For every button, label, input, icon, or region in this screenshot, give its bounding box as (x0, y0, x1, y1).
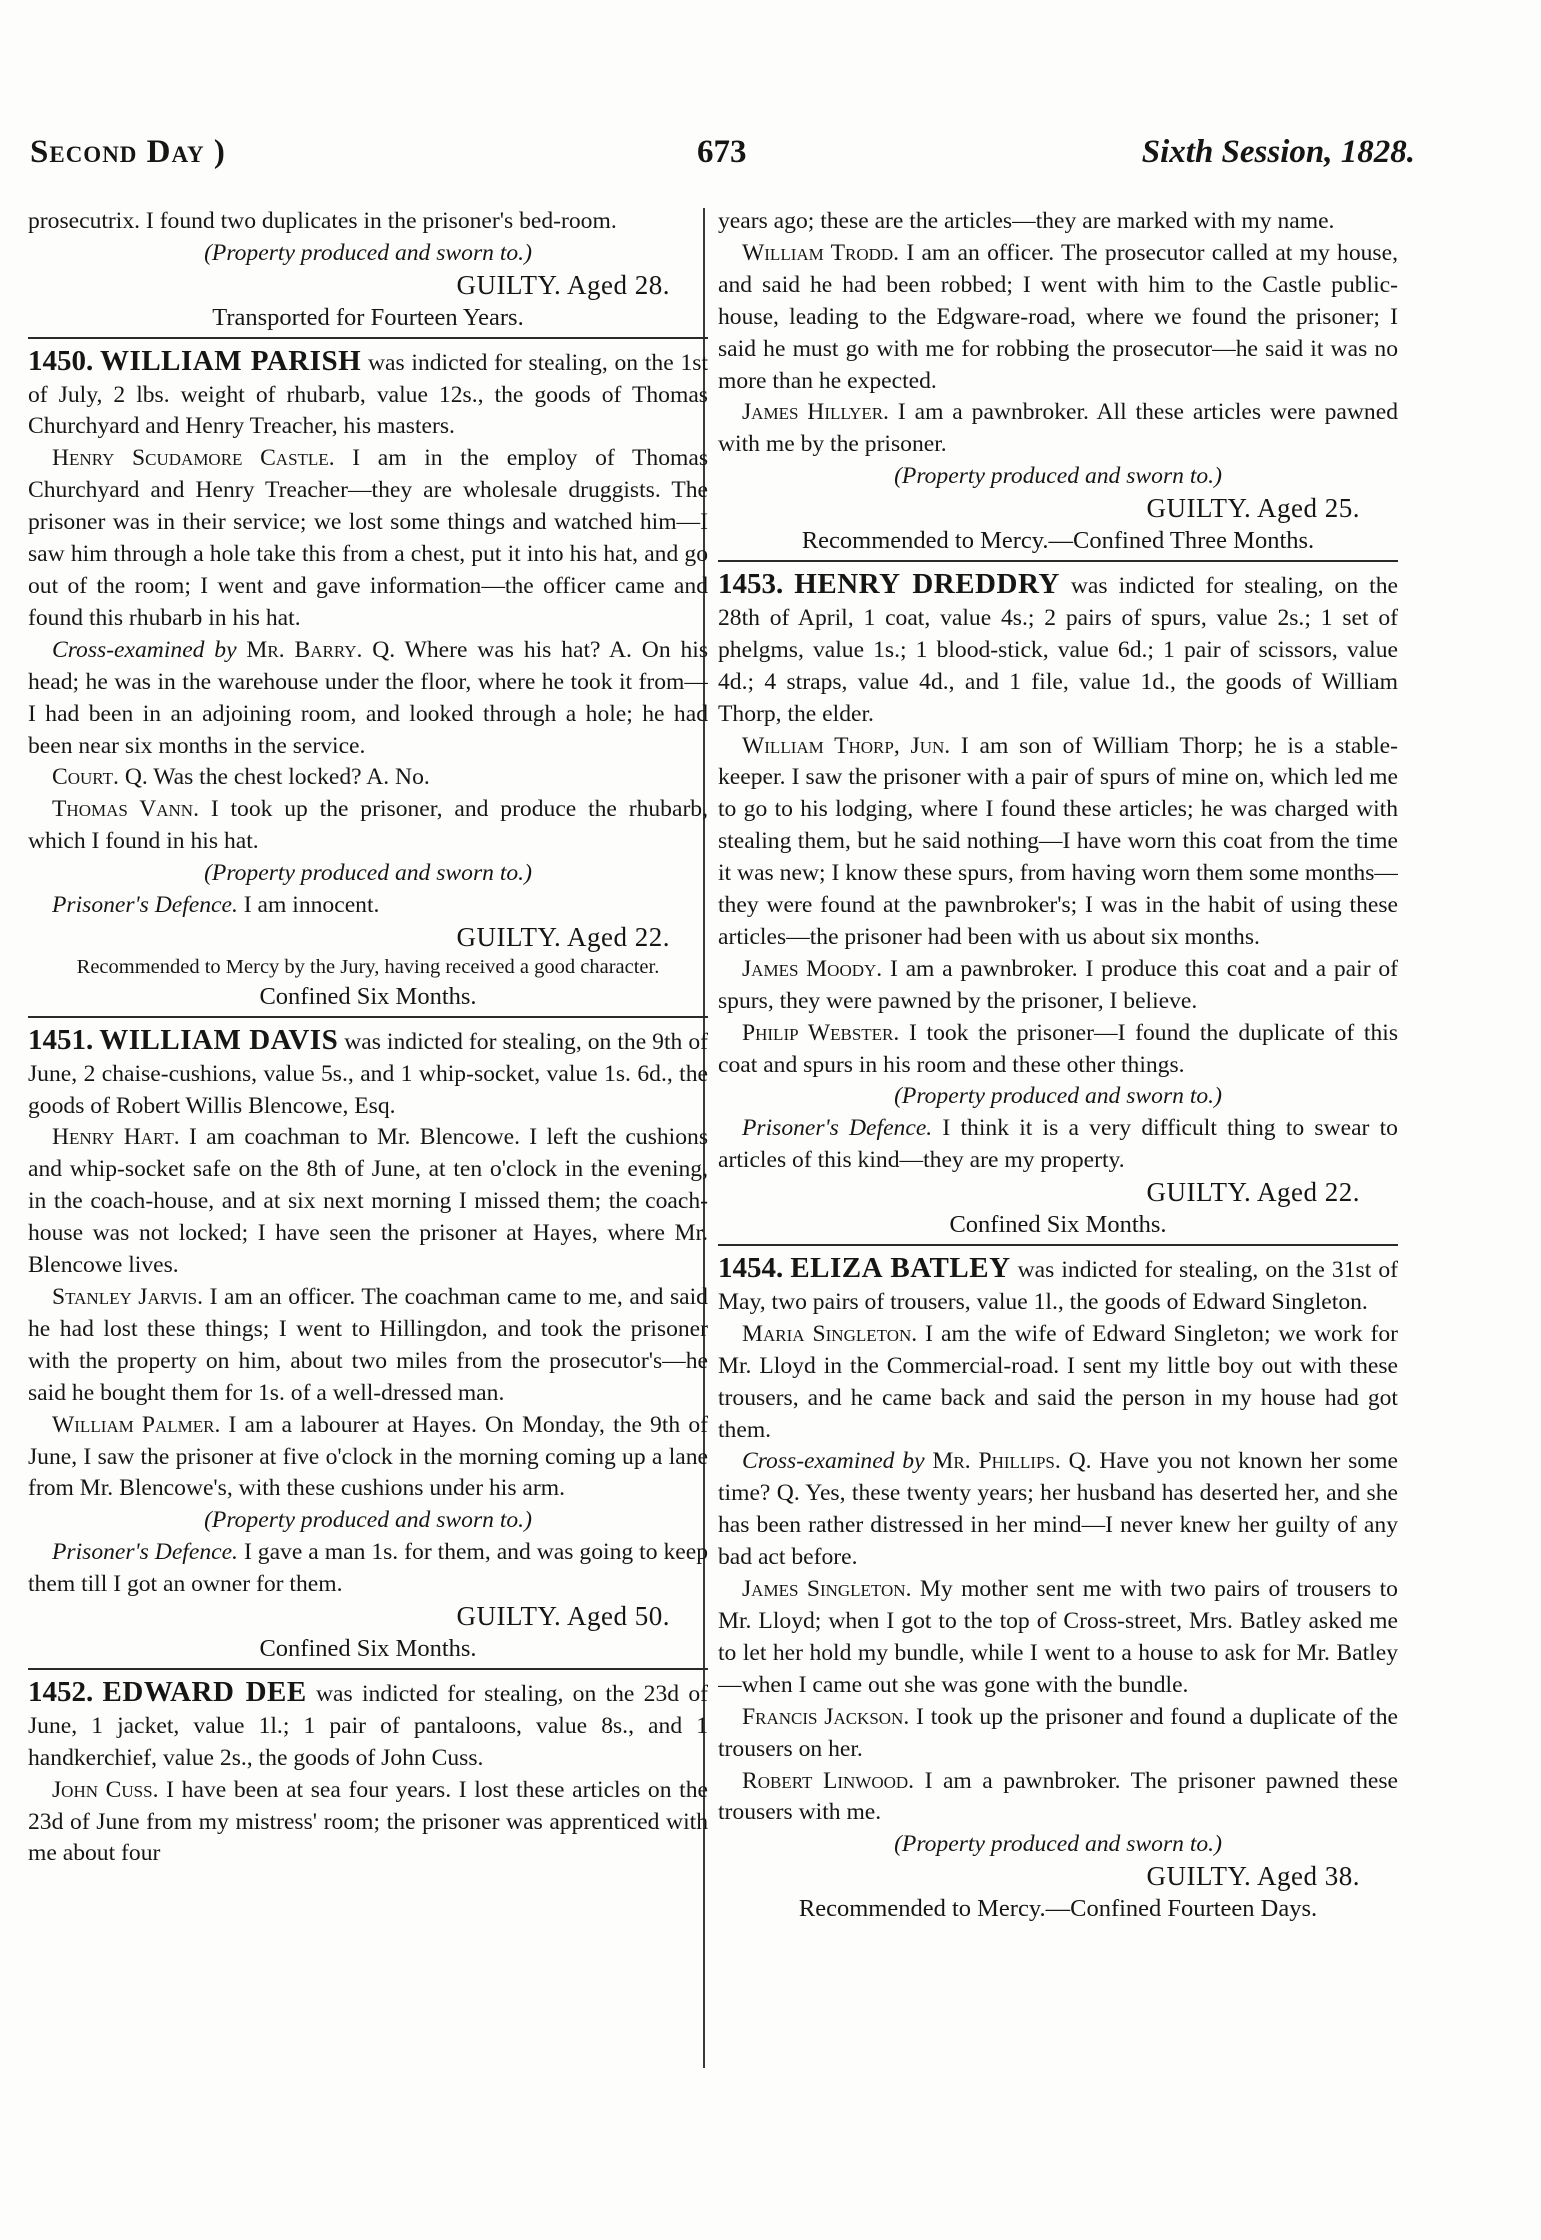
property-produced: (Property produced and sworn to.) (894, 1831, 1222, 1858)
testimony-text: I am coachman to Mr. Blencowe. I left the cushions and whip-socket safe on the 8th of June, at ten o'clock in the evening, in the coach-house, and at six next morning I missed them; the coach-house was not locked; I have seen the prisoner at Hayes, where Mr. Blencowe lives. (28, 1124, 708, 1279)
witness-testimony (28, 1122, 708, 1282)
indictment-text: was indicted for stealing, on the 31st of May, two pairs of trousers, value 1l., the goods of Edward Singleton. (718, 1257, 1398, 1315)
case-indictment (28, 1025, 708, 1123)
testimony-text: I am son of William Thorp; he is a stable-keeper. I saw the prisoner with a pair of spurs of mine on, which led me to go to his lodging, where I found these articles; he was charged with stealing them, but he said nothing—I have worn this coat from the time it was new; I know these spurs, from having worn them some months—they were found at the pawnbroker's; I was in the habit of using these articles—the prisoner had been with us about six months. (718, 732, 1398, 950)
testimony-text: I am an officer. The coachman came to me, and said he had lost these things; I went to Hillingdon, and took the prisoner with the property on him, about two miles from the prosecutor's—he said he bought them for 1s. of a well-dressed man. (28, 1284, 708, 1406)
witness-testimony (718, 1319, 1398, 1447)
property-produced: (Property produced and sworn to.) (204, 239, 532, 266)
witness-name: John Cuss. (52, 1776, 159, 1803)
testimony-text: I am the wife of Edward Singleton; we work for Mr. Lloyd in the Commercial-road. I sent my little boy out with these trousers, and he came back and said the person in my house had got them. (718, 1320, 1398, 1443)
continued-text: prosecutrix. I found two duplicates in the prisoner's bed-room. (28, 208, 617, 234)
verdict: GUILTY. Aged 28. (456, 269, 670, 300)
testimony-text: I am in the employ of Thomas Churchyard and Henry Treacher—they are wholesale druggists. The prisoner was in their service; we lost some things and watched him—I saw him through a hole take this from a chest, put it into his hat, and go out of the room; I went and gave information—the officer came and found this rhubarb in his hat. (28, 445, 708, 631)
testimony-text: My mother sent me with two pairs of trousers to Mr. Lloyd; when I got to the top of Cross-street, Mrs. Batley asked me to let her hold my bundle, while I went to a house to ask for Mr. Batley—when I came out she was gone with the bundle. (718, 1576, 1398, 1698)
indictment-text: was indicted for stealing, on the 23d of June, 1 jacket, value 1l.; 1 pair of pantaloons, value 8s., and 1 handkerchief, value 2s., the goods of John Cuss. (28, 1680, 708, 1771)
case-separator (718, 1244, 1398, 1246)
case-1451 (28, 1025, 708, 1665)
witness-testimony (28, 794, 708, 858)
page-number: 673 (697, 134, 747, 170)
prisoner-name: ELIZA BATLEY (790, 1252, 1011, 1284)
witness-name: Thomas Vann. (52, 796, 199, 823)
case-number: 1450. (28, 344, 94, 377)
witness-testimony (28, 1282, 708, 1410)
defence-text: I think it is a very difficult thing to swear to articles of this kind—they are my property. (718, 1115, 1398, 1174)
left-column (28, 206, 708, 2206)
witness-name: James Hillyer. (742, 399, 889, 426)
witness-testimony (28, 443, 708, 634)
witness-name: William Palmer. (52, 1411, 221, 1438)
case-number: 1453. (718, 567, 784, 600)
defence-label: Prisoner's Defence. (52, 892, 238, 919)
property-produced: (Property produced and sworn to.) (894, 463, 1222, 490)
testimony-text: I am a pawnbroker. All these articles were pawned with me by the prisoner. (718, 399, 1398, 458)
verdict: GUILTY. Aged 22. (1146, 1177, 1360, 1208)
witness-testimony (28, 1775, 708, 1871)
witness-name: James Singleton. (742, 1576, 912, 1603)
court-text: Q. Was the chest locked? A. No. (124, 764, 430, 791)
prisoner-name: WILLIAM PARISH (100, 344, 362, 377)
testimony-text: I am an officer. The prosecutor called at my house, and said he had been robbed; I went with him to the Castle public-house, leading to the Edgware-road, where we found the prisoner; I said he must go with me for robbing the prosecutor—he said it was no more than he expected. (718, 239, 1398, 394)
defence-text: I am innocent. (243, 892, 380, 919)
defence-label: Prisoner's Defence. (742, 1115, 933, 1142)
sentence: Transported for Fourteen Years. (212, 303, 524, 331)
cross-label: Cross-examined by (52, 636, 237, 663)
recommendation: Recommended to Mercy by the Jury, having received a good character. (76, 955, 660, 978)
case-separator (28, 1016, 708, 1018)
testimony-text: I took up the prisoner, and produce the rhubarb, which I found in his hat. (28, 796, 708, 855)
case-indictment (28, 1677, 708, 1775)
witness-testimony (718, 954, 1398, 1018)
witness-name: William Trodd. (742, 239, 900, 266)
witness-name: Stanley Jarvis. (52, 1284, 204, 1310)
indictment-text: was indicted for stealing, on the 1st of July, 2 lbs. weight of rhubarb, value 12s., the goods of Thomas Churchyard and Henry Treacher, his masters. (28, 349, 708, 440)
sentence: Confined Six Months. (259, 1634, 477, 1662)
indictment-text: was indicted for stealing, on the 28th of April, 1 coat, value 4s.; 2 pairs of spurs, value 2s.; 1 set of phelgms, value 1s.; 1 blood-stick, value 6d.; 1 pair of scissors, value 4d.; 4 straps, value 4d., and 1 file, value 1d., the goods of William Thorp, the elder. (718, 572, 1398, 727)
defence-label: Prisoner's Defence. (52, 1539, 238, 1566)
property-produced: (Property produced and sworn to.) (894, 1083, 1222, 1110)
prisoner-name: WILLIAM DAVIS (99, 1023, 339, 1056)
verdict: GUILTY. Aged 22. (456, 921, 670, 952)
prisoner-defence (28, 890, 708, 922)
cross-label: Cross-examined by (742, 1448, 925, 1475)
witness-name: Francis Jackson. (742, 1703, 910, 1730)
testimony-text: I have been at sea four years. I lost these articles on the 23d of June from my mistress' room; the prisoner was apprenticed with me about four (28, 1776, 708, 1867)
testimony-text: I am a pawnbroker. The prisoner pawned these trousers with me. (718, 1767, 1398, 1826)
witness-testimony (718, 238, 1398, 398)
witness-name: Philip Webster. (742, 1019, 900, 1046)
witness-testimony (718, 1574, 1398, 1702)
continued-text: years ago; these are the articles—they are marked with my name. (718, 208, 1335, 234)
prisoner-defence (28, 1537, 708, 1601)
witness-testimony (718, 1018, 1398, 1082)
testimony-text: I took up the prisoner and found a duplicate of the trousers on her. (718, 1703, 1398, 1762)
testimony-text: I am a pawnbroker. I produce this coat and a pair of spurs, they were pawned by the prisoner, I believe. (718, 955, 1398, 1014)
court-question (28, 762, 708, 794)
verdict: GUILTY. Aged 50. (456, 1601, 670, 1632)
case-1453 (718, 569, 1398, 1241)
cross-examination (718, 1446, 1398, 1574)
case-1450 (28, 346, 708, 1013)
sentence: Confined Six Months. (949, 1211, 1167, 1239)
property-produced: (Property produced and sworn to.) (204, 860, 532, 887)
case-separator (718, 560, 1398, 562)
court-label: Court. (52, 764, 119, 791)
case-indictment (28, 346, 708, 444)
verdict: GUILTY. Aged 25. (1146, 493, 1360, 524)
witness-name: James Moody. (742, 955, 883, 982)
case-separator (28, 337, 708, 339)
verdict: GUILTY. Aged 38. (1146, 1861, 1360, 1892)
witness-testimony (28, 1410, 708, 1506)
case-indictment (718, 569, 1398, 731)
case-1452 (28, 1677, 708, 1870)
witness-name: Henry Hart. (52, 1124, 180, 1151)
case-number: 1454. (718, 1252, 784, 1284)
case-1454 (718, 1253, 1398, 1925)
cross-text: Q. Have you not known her some time? Q. Yes, these twenty years; her husband has deserted her, and she has been rather distressed in her mind—I never knew her guilty of any bad act before. (718, 1448, 1398, 1571)
property-produced: (Property produced and sworn to.) (204, 1507, 532, 1534)
header-day: Second Day ) (30, 134, 226, 170)
sentence: Recommended to Mercy.—Confined Three Months. (801, 527, 1315, 555)
witness-testimony (718, 731, 1398, 954)
prisoner-name: HENRY DREDDRY (794, 567, 1060, 600)
witness-testimony (718, 1766, 1398, 1830)
cross-text: Q. Where was his hat? A. On his head; he was in the warehouse under the floor, where he took it from—I had been in an adjoining room, and looked through a hole; he had been near six months in the service. (28, 636, 708, 759)
right-column (718, 206, 1398, 2206)
case-separator (28, 1668, 708, 1670)
witness-name: Henry Scudamore Castle. (52, 445, 335, 472)
counsel-name: Mr. Phillips. (932, 1448, 1061, 1475)
header-session: Sixth Session, 1828. (1141, 134, 1415, 170)
sentence: Confined Six Months. (259, 982, 477, 1010)
defence-text: I gave a man 1s. for them, and was going to keep them till I got an owner for them. (28, 1539, 708, 1598)
witness-testimony (718, 397, 1398, 461)
case-number: 1451. (28, 1023, 94, 1056)
running-header (30, 134, 1415, 194)
indictment-text: was indicted for stealing, on the 9th of June, 2 chaise-cushions, value 5s., and 1 whip-socket, value 1s. 6d., the goods of Robert Willis Blencowe, Esq. (28, 1028, 708, 1119)
witness-testimony (718, 1702, 1398, 1766)
testimony-text: I am a labourer at Hayes. On Monday, the 9th of June, I saw the prisoner at five o'clock in the morning coming up a lane from Mr. Blencowe's, with these cushions under his arm. (28, 1411, 708, 1502)
testimony-text: I took the prisoner—I found the duplicate of this coat and spurs in his room and these other things. (718, 1019, 1398, 1078)
counsel-name: Mr. Barry. (246, 636, 363, 663)
case-number: 1452. (28, 1675, 94, 1708)
cross-examination (28, 635, 708, 763)
prisoner-defence (718, 1113, 1398, 1177)
prisoner-name: EDWARD DEE (102, 1675, 307, 1708)
witness-name: William Thorp, Jun. (742, 732, 951, 759)
sentence: Recommended to Mercy.—Confined Fourteen Days. (798, 1895, 1318, 1923)
case-indictment (718, 1253, 1398, 1319)
witness-name: Robert Linwood. (742, 1767, 915, 1794)
witness-name: Maria Singleton. (742, 1320, 918, 1347)
